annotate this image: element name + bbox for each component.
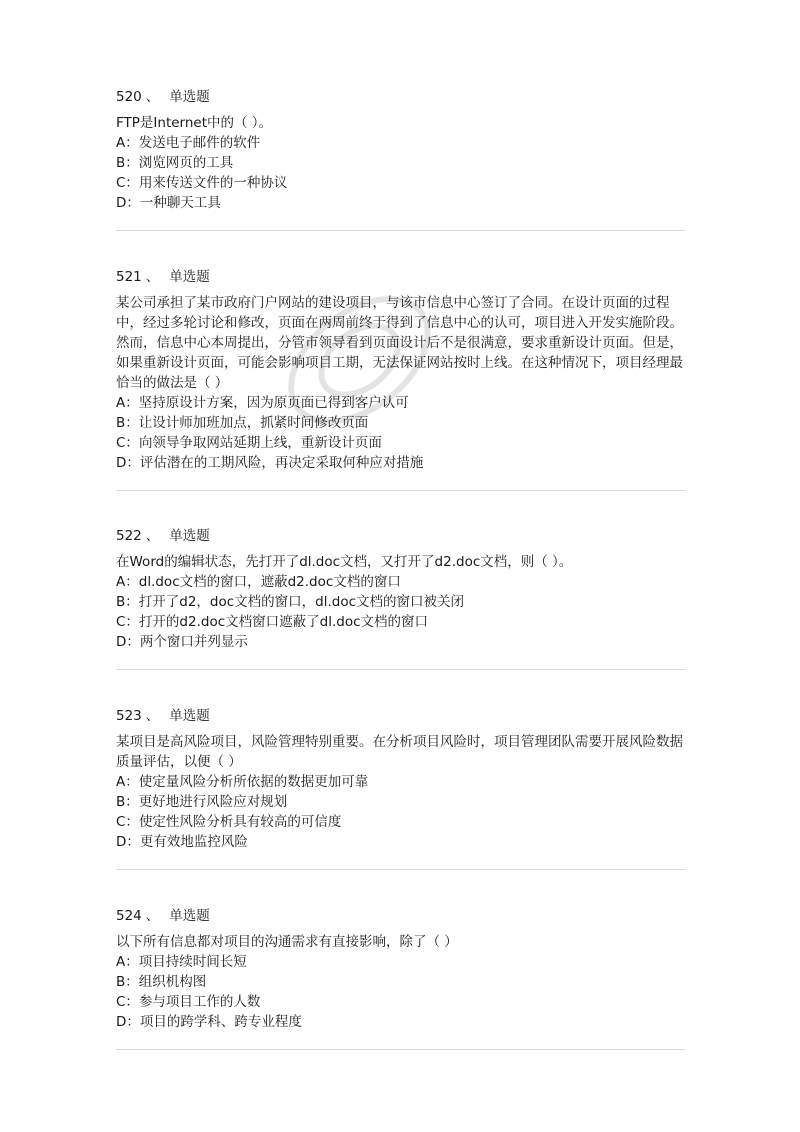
option-text: 项目的跨学科、跨专业程度 [139, 1014, 302, 1030]
option-letter: A： [116, 574, 139, 590]
question-number: 522 [116, 528, 142, 544]
option-text: 让设计师加班加点，抓紧时间修改页面 [138, 415, 369, 431]
option-text: 更有效地监控风险 [139, 834, 248, 850]
question-stem: 某公司承担了某市政府门户网站的建设项目，与该市信息中心签订了合同。在设计页面的过程中，经过多轮讨论和修改，页面在两周前终于得到了信息中心的认可，项目进入开发实施阶段。然而，信息中心本周提出，分管市领导看到页面设计后不是很满意，要求重新设计页面。但是，如果重新设计页面，可能会影响项目工期，无法保证网站按时上线。在这种情况下，项目经理最恰当的做法是（ ） [116, 295, 683, 391]
question-type: 单选题 [169, 908, 210, 924]
option-b [116, 153, 686, 173]
option-a [116, 952, 686, 972]
option-b [116, 592, 686, 612]
option-c [116, 992, 686, 1012]
option-letter: A： [116, 954, 139, 970]
option-text: 使定量风险分析所依据的数据更加可靠 [138, 774, 369, 790]
option-letter: C： [116, 175, 139, 191]
option-letter: D： [116, 634, 140, 650]
question-divider [116, 869, 685, 870]
option-letter: D： [116, 455, 140, 471]
option-text: dl.doc文档的窗口，遮蔽d2.doc文档的窗口 [138, 574, 401, 590]
option-b [116, 413, 686, 433]
option-text: 一种聊天工具 [139, 195, 221, 211]
question-separator: 、 [145, 269, 160, 285]
question-separator: 、 [145, 908, 160, 924]
option-c [116, 173, 686, 193]
option-c [116, 433, 686, 453]
option-d [116, 1012, 686, 1032]
question-522 [116, 526, 686, 652]
question-separator: 、 [145, 89, 160, 105]
question-divider [116, 230, 685, 231]
question-type: 单选题 [169, 269, 210, 285]
question-number: 520 [116, 89, 142, 105]
option-b [116, 972, 686, 992]
option-letter: B： [116, 974, 139, 990]
option-text: 评估潜在的工期风险，再决定采取何种应对措施 [139, 455, 424, 471]
question-type: 单选题 [169, 708, 210, 724]
option-text: 使定性风险分析具有较高的可信度 [138, 814, 342, 830]
option-letter: B： [116, 594, 139, 610]
question-524 [116, 906, 686, 1032]
option-text: 参与项目工作的人数 [138, 994, 261, 1010]
option-letter: C： [116, 814, 139, 830]
question-divider [116, 1049, 685, 1050]
option-a [116, 133, 686, 153]
option-a [116, 572, 686, 592]
option-text: 坚持原设计方案，因为原页面已得到客户认可 [138, 395, 409, 411]
option-text: 打开了d2，doc文档的窗口，dl.doc文档的窗口被关闭 [138, 594, 465, 610]
option-letter: B： [116, 415, 139, 431]
option-text: 用来传送文件的一种协议 [138, 175, 288, 191]
option-b [116, 792, 686, 812]
option-letter: C： [116, 435, 139, 451]
option-text: 更好地进行风险应对规划 [138, 794, 288, 810]
option-text: 浏览网页的工具 [138, 155, 234, 171]
option-letter: A： [116, 135, 139, 151]
question-header [116, 526, 686, 546]
option-letter: D： [116, 834, 140, 850]
option-c [116, 612, 686, 632]
question-stem: 某项目是高风险项目，风险管理特别重要。在分析项目风险时，项目管理团队需要开展风险数据质量评估，以便（ ） [116, 734, 683, 770]
option-text: 组织机构图 [138, 974, 207, 990]
question-523 [116, 706, 686, 852]
option-c [116, 812, 686, 832]
option-letter: D： [116, 1014, 140, 1030]
question-header [116, 706, 686, 726]
question-divider [116, 669, 685, 670]
question-type: 单选题 [169, 528, 210, 544]
question-header [116, 87, 686, 107]
option-letter: D： [116, 195, 140, 211]
question-type: 单选题 [169, 89, 210, 105]
option-a [116, 772, 686, 792]
question-number: 521 [116, 269, 142, 285]
question-number: 524 [116, 908, 142, 924]
option-text: 发送电子邮件的软件 [138, 135, 261, 151]
option-text: 两个窗口并列显示 [139, 634, 248, 650]
option-letter: A： [116, 774, 139, 790]
question-separator: 、 [145, 708, 160, 724]
question-stem: 以下所有信息都对项目的沟通需求有直接影响，除了（ ） [116, 934, 458, 950]
option-letter: B： [116, 155, 139, 171]
option-text: 向领导争取网站延期上线，重新设计页面 [138, 435, 382, 451]
question-separator: 、 [145, 528, 160, 544]
option-d [116, 832, 686, 852]
question-number: 523 [116, 708, 142, 724]
option-d [116, 453, 686, 473]
question-stem: 在Word的编辑状态，先打开了dl.doc文档，又打开了d2.doc文档，则（ ）。 [116, 554, 573, 570]
option-letter: C： [116, 994, 139, 1010]
question-header [116, 906, 686, 926]
option-letter: C： [116, 614, 139, 630]
question-header [116, 267, 686, 287]
question-stem: FTP是Internet中的（ ）。 [116, 115, 273, 131]
option-text: 打开的d2.doc文档窗口遮蔽了dl.doc文档的窗口 [138, 614, 429, 630]
question-520 [116, 87, 686, 213]
question-521 [116, 267, 686, 473]
question-divider [116, 490, 685, 491]
option-letter: B： [116, 794, 139, 810]
option-letter: A： [116, 395, 139, 411]
option-a [116, 393, 686, 413]
option-d [116, 193, 686, 213]
option-text: 项目持续时间长短 [138, 954, 247, 970]
option-d [116, 632, 686, 652]
